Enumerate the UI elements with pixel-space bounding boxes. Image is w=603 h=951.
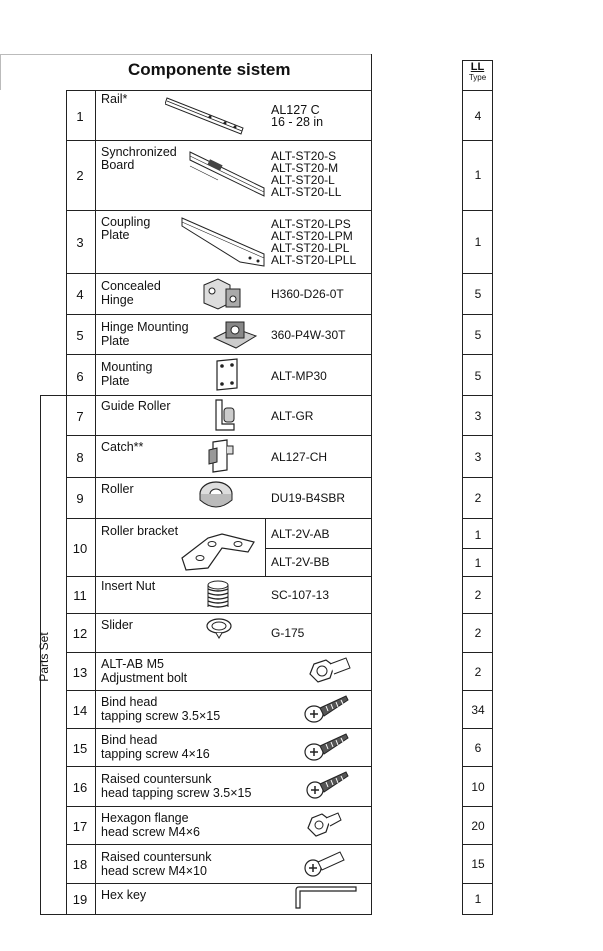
part-code: SC-107-13 (271, 588, 330, 602)
hexagon-flange-screw-icon (304, 808, 344, 842)
part-qty-secondary: 1 (474, 556, 482, 570)
row-number: 16 (72, 780, 88, 795)
part-name: Guide Roller (101, 399, 171, 413)
parts-set-label: Parts Set (37, 632, 51, 682)
part-name: Catch** (101, 440, 144, 454)
part-code: DU19-B4SBR (271, 491, 346, 505)
synchronized-board-icon (188, 148, 266, 204)
guide-roller-icon (210, 398, 240, 432)
part-name: Mounting Plate (101, 360, 153, 388)
part-name: Synchronized Board (101, 145, 177, 172)
part-qty: 2 (474, 626, 482, 640)
part-code: G-175 (271, 626, 305, 640)
part-qty: 1 (474, 528, 482, 542)
row-number: 11 (73, 588, 87, 603)
part-qty: 2 (474, 665, 482, 679)
mounting-plate-icon (214, 358, 240, 392)
part-qty: 10 (471, 780, 485, 794)
part-code: ALT-ST20-S ALT-ST20-M ALT-ST20-L ALT-ST20-LL (271, 149, 342, 199)
part-qty: 3 (474, 450, 482, 464)
part-qty: 1 (474, 892, 482, 906)
part-qty: 1 (474, 235, 482, 249)
row-number: 13 (72, 665, 88, 680)
part-code: AL127-CH (271, 450, 328, 464)
roller-icon (198, 480, 234, 514)
hex-key-icon (292, 884, 358, 910)
type-code: LL (470, 61, 485, 73)
part-qty: 15 (471, 857, 485, 871)
countersunk-screw-icon (304, 768, 350, 802)
part-name: Raised countersunk head screw M4×10 (101, 850, 212, 878)
concealed-hinge-icon (200, 275, 244, 313)
part-qty: 4 (474, 109, 482, 123)
part-name: Raised countersunk head tapping screw 3.5×15 (101, 772, 252, 800)
row-number: 19 (72, 892, 88, 907)
slider-icon (204, 617, 234, 639)
part-name: Bind head tapping screw 3.5×15 (101, 695, 221, 723)
part-code: 360-P4W-30T (271, 328, 346, 342)
part-name: Rail* (101, 92, 128, 106)
part-name: Hexagon flange head screw M4×6 (101, 811, 201, 839)
row-number: 5 (76, 328, 84, 343)
table-title: Componente sistem (128, 60, 291, 79)
insert-nut-icon (205, 580, 231, 612)
part-qty: 6 (474, 741, 482, 755)
roller-bracket-icon (178, 528, 258, 574)
part-qty: 5 (474, 369, 482, 383)
bind-head-screw-icon (302, 692, 350, 726)
type-header (462, 62, 493, 82)
catch-icon (207, 438, 237, 474)
hinge-mounting-plate-icon (210, 316, 260, 352)
part-code: H360-D26-0T (271, 287, 344, 301)
part-qty: 2 (474, 491, 482, 505)
part-name: Roller bracket (101, 524, 179, 538)
row-number: 15 (72, 741, 88, 756)
row-number: 8 (76, 450, 84, 465)
part-name: Slider (101, 618, 133, 632)
part-qty: 20 (471, 819, 485, 833)
part-name: Insert Nut (101, 579, 156, 593)
part-name: Concealed Hinge (101, 279, 161, 307)
part-name: Hex key (101, 888, 147, 902)
row-number: 18 (72, 857, 88, 872)
row-number: 6 (76, 369, 84, 384)
bind-head-screw-icon (302, 730, 350, 764)
row-number: 2 (76, 168, 84, 183)
part-code-secondary: ALT-2V-BB (271, 555, 330, 569)
adjustment-bolt-icon (306, 654, 352, 688)
row-number: 3 (76, 235, 84, 250)
part-code: ALT-MP30 (271, 369, 327, 383)
part-name: Hinge Mounting Plate (101, 320, 189, 348)
row-number: 12 (72, 626, 88, 641)
part-qty: 1 (474, 168, 482, 182)
row-number: 7 (76, 409, 84, 424)
row-number: 10 (72, 541, 88, 556)
row-number: 4 (76, 287, 84, 302)
part-code: ALT-ST20-LPS ALT-ST20-LPM ALT-ST20-LPL ALT-ST20-LPLL (271, 217, 357, 267)
part-qty: 2 (474, 588, 482, 602)
rail-icon (165, 95, 245, 137)
countersunk-machine-screw-icon (302, 846, 346, 880)
part-name: ALT-AB M5 Adjustment bolt (101, 657, 188, 685)
part-code: AL127 C 16 - 28 in (271, 103, 324, 129)
part-name: Coupling Plate (101, 215, 151, 242)
coupling-plate-icon (180, 214, 266, 270)
part-name: Bind head tapping screw 4×16 (101, 733, 210, 761)
part-code: ALT-GR (271, 409, 314, 423)
row-number: 9 (76, 491, 84, 506)
type-label: Type (468, 73, 487, 82)
part-qty: 3 (474, 409, 482, 423)
part-qty: 5 (474, 287, 482, 301)
part-qty: 34 (471, 703, 485, 717)
row-number: 1 (76, 109, 84, 124)
part-code: ALT-2V-AB (271, 527, 330, 541)
part-name: Roller (101, 482, 134, 496)
row-number: 17 (72, 819, 88, 834)
row-number: 14 (72, 703, 88, 718)
part-qty: 5 (474, 328, 482, 342)
